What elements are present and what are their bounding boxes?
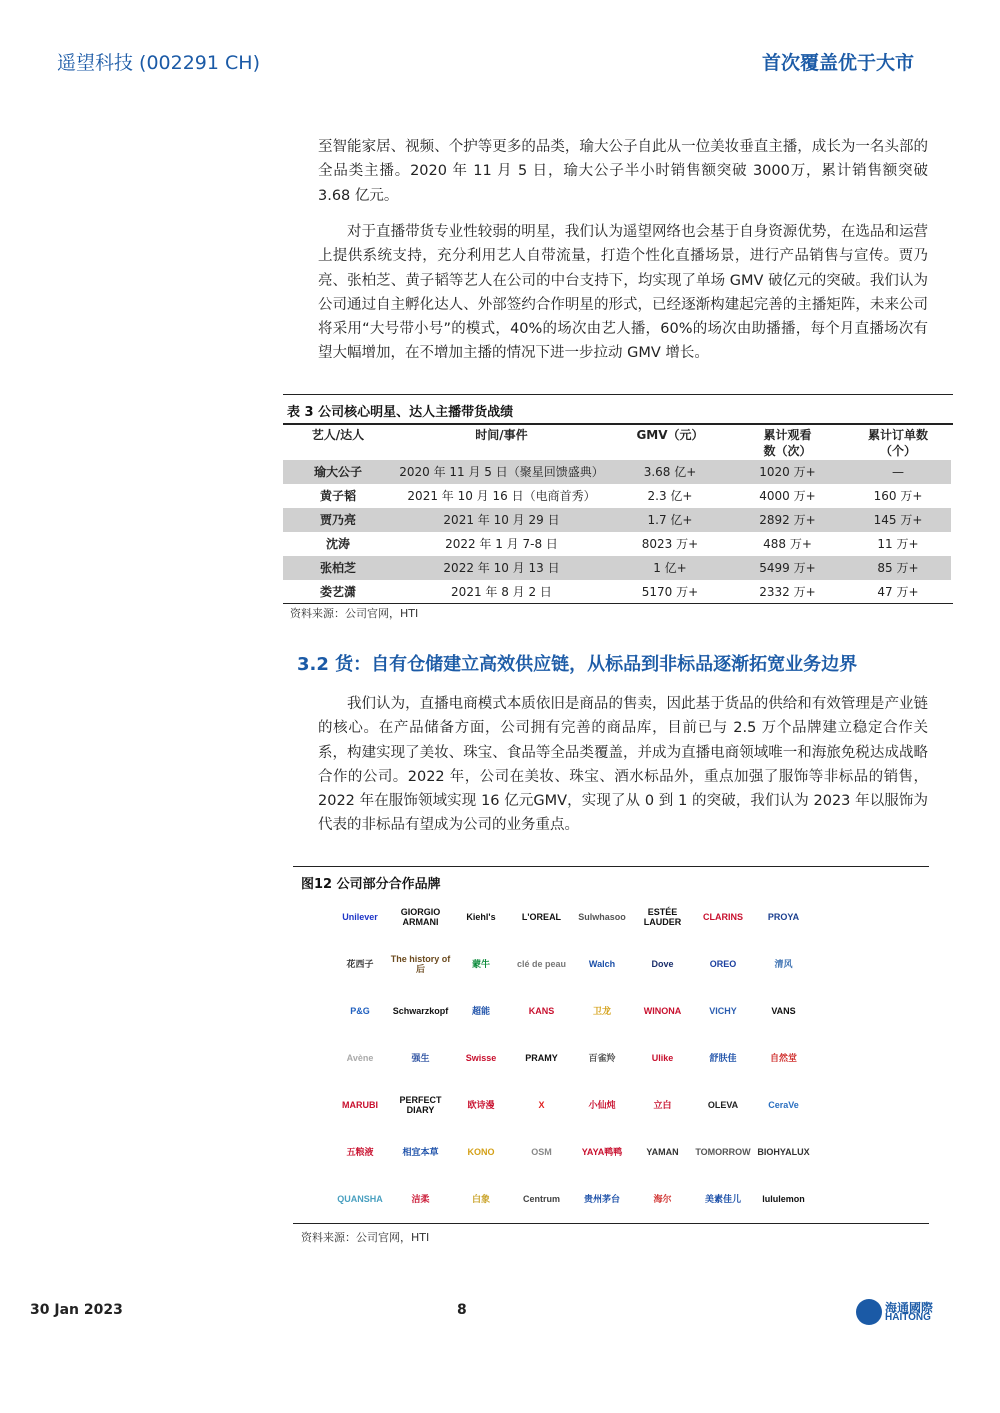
col-header-orders: 累计订单数（个）	[867, 428, 928, 458]
section-title: 3.2 货：自有仓储建立高效供应链，从标品到非标品逐渐拓宽业务边界	[297, 654, 858, 675]
cell-event: 2022 年 1 月 7-8 日	[445, 537, 558, 551]
brand-logo: 贵州茅台	[583, 1194, 620, 1204]
cell-event: 2021 年 10 月 29 日	[443, 513, 560, 527]
brand-logo: GIORGIO ARMANI	[400, 907, 441, 927]
brand-logo: Dove	[651, 959, 674, 969]
cell-views: 488 万+	[763, 537, 812, 551]
header-company: 遥望科技 (002291 CH)	[57, 52, 260, 74]
col-header-event: 时间/事件	[475, 428, 528, 442]
cell-views: 1020 万+	[759, 465, 816, 479]
figure-source: 资料来源：公司官网，HTI	[301, 1231, 430, 1244]
table-row	[283, 532, 951, 556]
brand-logo: 花西子	[346, 959, 374, 969]
cell-artist: 黄子韬	[319, 489, 356, 503]
table-bottom-rule	[283, 603, 953, 604]
brand-logo: 欧诗漫	[467, 1100, 495, 1110]
brand-logo: WINONA	[643, 1006, 682, 1016]
brand-logo: 立白	[653, 1100, 672, 1110]
paragraph-3: 我们认为，直播电商模式本质依旧是商品的售卖，因此基于货品的供给和有效管理是产业链的核心。在产品储备方面，公司拥有完善的商品库，目前已与 2.5 万个品牌建立稳定合作关系，构建实现了美妆、珠宝、食品等全品类覆盖，并成为直播电商领域唯一和海旅免税达成战略合作的公司。2022 年，公司在美妆、珠宝、酒水标品外，重点加强了服饰等非标品的销售，2022 年在服饰领域实现 16 亿元GMV，实现了从 0 到 1 的突破，我们认为 2023 年以服饰为代表的非标品有望成为公司的业务重点。	[318, 696, 928, 834]
brand-logo: 舒肤佳	[709, 1053, 737, 1063]
cell-gmv: 1 亿+	[653, 561, 687, 575]
brand-logo: 强生	[411, 1053, 430, 1063]
figure-title: 图12 公司部分合作品牌	[301, 877, 441, 892]
brand-logo: CLARINS	[703, 912, 743, 922]
brand-logo: Schwarzkopf	[392, 1006, 449, 1016]
col-header-views: 累计观看数（次）	[763, 428, 812, 458]
col-header-artist: 艺人/达人	[311, 428, 365, 442]
cell-artist: 沈涛	[325, 537, 350, 551]
brand-logo: OREO	[709, 959, 737, 969]
brand-logo: PRAMY	[525, 1053, 558, 1063]
brand-logo: PROYA	[767, 912, 800, 922]
cell-views: 2332 万+	[759, 585, 816, 599]
cell-orders: 160 万+	[873, 489, 923, 503]
figure-bottom-rule	[293, 1223, 929, 1224]
col-header-gmv: GMV（元）	[636, 428, 704, 442]
brand-logo: 五粮液	[346, 1147, 374, 1157]
table-top-rule	[283, 394, 953, 395]
cell-event: 2021 年 8 月 2 日	[451, 585, 552, 599]
brand-logo: 洁柔	[411, 1194, 430, 1204]
footer-date: 30 Jan 2023	[30, 1302, 123, 1318]
brand-logo: OLEVA	[707, 1100, 739, 1110]
cell-event: 2020 年 11 月 5 日（聚星回馈盛典）	[399, 465, 604, 479]
cell-gmv: 5170 万+	[641, 585, 699, 599]
brand-logo: KANS	[528, 1006, 555, 1016]
page-number: 8	[457, 1302, 467, 1318]
cell-gmv: 3.68 亿+	[643, 465, 697, 479]
brand-logo: 白象	[471, 1194, 490, 1204]
figure-top-rule	[293, 866, 929, 867]
brand-logo: Ulike	[651, 1053, 674, 1063]
table-row	[283, 508, 951, 532]
paragraph-1: 至智能家居、视频、个护等更多的品类，瑜大公子自此从一位美妆垂直主播，成长为一名头部的全品类主播。2020 年 11 月 5 日，瑜大公子半小时销售额突破 3000万，累计销售额突破 3.68 亿元。	[318, 139, 928, 204]
brand-logo: P&G	[350, 1006, 370, 1016]
brand-logo: 卫龙	[592, 1006, 611, 1016]
brand-logo: L'OREAL	[521, 912, 562, 922]
brand-logo: MARUBI	[342, 1100, 378, 1110]
paragraph-2: 对于直播带货专业性较弱的明星，我们认为遥望网络也会基于自身资源优势，在选品和运营上提供系统支持，充分利用艺人自带流量，打造个性化直播场景，进行产品销售与宣传。贾乃亮、张柏芝、黄子韬等艺人在公司的中台支持下，均实现了单场 GMV 破亿元的突破。我们认为公司通过自主孵化达人、外部签约合作明星的形式，已经逐渐构建起完善的主播矩阵，未来公司将采用“大号带小号”的模式，40%的场次由艺人播，60%的场次由助播播，每个月直播场次有望大幅增加，在不增加主播的情况下进一步拉动 GMV 增长。	[318, 224, 928, 362]
cell-views: 5499 万+	[759, 561, 816, 575]
brand-logo: Walch	[588, 959, 616, 969]
cell-views: 2892 万+	[759, 513, 816, 527]
header-rating: 首次覆盖优于大市	[761, 52, 914, 74]
cell-orders: 11 万+	[877, 537, 919, 551]
brand-logo: PERFECT DIARY	[399, 1095, 442, 1115]
cell-gmv: 2.3 亿+	[647, 489, 693, 503]
cell-artist: 瑜大公子	[313, 465, 362, 479]
brand-logo: 百雀羚	[588, 1053, 616, 1063]
cell-artist: 娄艺潇	[319, 585, 356, 599]
table-row	[283, 484, 951, 508]
cell-event: 2021 年 10 月 16 日（电商首秀）	[407, 489, 596, 503]
brand-logo: Swisse	[465, 1053, 497, 1063]
brand-logo: lululemon	[762, 1194, 805, 1204]
brand-logo: 超能	[471, 1006, 490, 1016]
cell-artist: 张柏芝	[319, 561, 356, 575]
cell-orders: 85 万+	[877, 561, 919, 575]
cell-artist: 贾乃亮	[319, 513, 356, 527]
brand-logo: 蒙牛	[471, 959, 490, 969]
cell-orders: 47 万+	[877, 585, 919, 599]
brand-logo: Centrum	[522, 1194, 560, 1204]
cell-orders: 145 万+	[873, 513, 923, 527]
brand-logo: BIOHYALUX	[757, 1147, 810, 1157]
brand-logo: 清风	[774, 959, 793, 969]
brand-logo: 自然堂	[769, 1053, 797, 1063]
brand-logo: Unilever	[342, 912, 378, 922]
brand-logo: clé de peau	[516, 959, 567, 969]
brand-logo: VANS	[771, 1006, 796, 1016]
brand-logo: TOMORROW	[695, 1147, 751, 1157]
brand-logo: Avène	[346, 1053, 374, 1063]
brand-logo: CeraVe	[768, 1100, 799, 1110]
cell-gmv: 8023 万+	[641, 537, 699, 551]
cell-views: 4000 万+	[759, 489, 816, 503]
brand-logo: 相宜本草	[402, 1147, 439, 1157]
haitong-logo	[856, 1298, 946, 1326]
table-row	[283, 580, 951, 604]
brand-logo: 小仙炖	[588, 1100, 616, 1110]
brand-logo-grid	[293, 895, 929, 1223]
haitong-logo-en: HAITONG	[885, 1312, 931, 1323]
brand-logo: YAMAN	[646, 1147, 679, 1157]
brand-logo: 海尔	[653, 1194, 672, 1204]
brand-logo: The history of 后	[390, 954, 451, 974]
brand-logo: QUANSHA	[337, 1194, 383, 1204]
cell-gmv: 1.7 亿+	[647, 513, 693, 527]
haitong-logo-icon	[856, 1299, 882, 1325]
brand-logo: ESTÉE LAUDER	[643, 907, 682, 927]
table-row	[283, 556, 951, 580]
table-source: 资料来源：公司官网，HTI	[290, 607, 419, 620]
brand-logo: YAYA鸭鸭	[581, 1147, 623, 1157]
cell-orders: —	[892, 465, 904, 479]
brand-logo: Kiehl's	[466, 912, 496, 922]
table-row	[283, 460, 951, 484]
table-header-row	[283, 425, 951, 461]
haitong-logo-cn: 海通國際	[885, 1301, 934, 1315]
brand-logo: VICHY	[709, 1006, 737, 1016]
brand-logo: X	[538, 1100, 545, 1110]
cell-event: 2022 年 10 月 13 日	[443, 561, 560, 575]
brand-logo: 美素佳儿	[704, 1194, 741, 1204]
brand-logo: KONO	[467, 1147, 495, 1157]
brand-logo: Sulwhasoo	[578, 912, 626, 922]
table-title: 表 3 公司核心明星、达人主播带货战绩	[287, 405, 514, 420]
brand-logo: OSM	[531, 1147, 552, 1157]
